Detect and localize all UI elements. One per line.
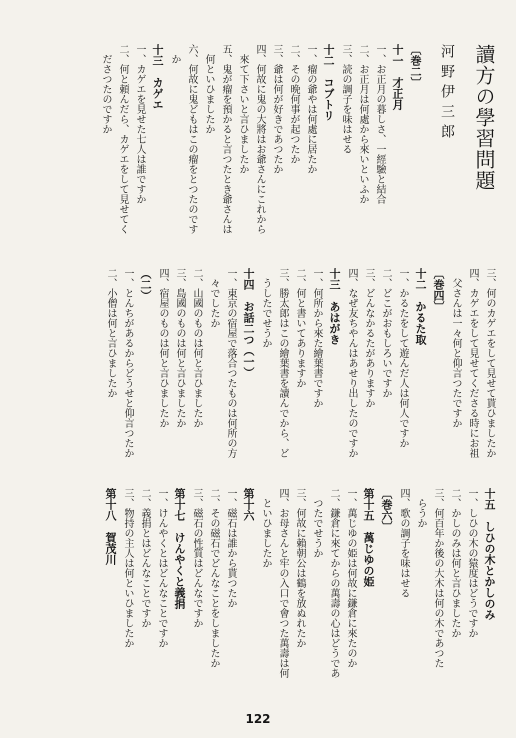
question-line: 三、読の調子を味はせる <box>340 44 351 154</box>
question-line: か <box>169 44 180 64</box>
section-heading: 十二 かるた取 <box>414 268 427 345</box>
page-number: 122 <box>245 712 271 726</box>
question-line: といひましたか <box>260 488 271 568</box>
top-tier-columns <box>20 44 496 294</box>
question-line: 一、かるたをして遊んだ人は何人ですか <box>397 268 408 448</box>
question-line: 三、何故に賴朝公は鶴を放ぬれたか <box>294 488 305 648</box>
section-heading: 第十五 萬じゆの姫 <box>362 488 375 587</box>
question-line: 二、その晩何事が起つたか <box>288 44 299 164</box>
question-line: 二、鎌倉に來てからの萬壽の心はどうであ <box>328 488 339 678</box>
question-line: 四、何故に鬼の大將はお爺さんにこれから <box>254 44 265 234</box>
question-line: 來て下さいと言ひましたか <box>237 44 248 174</box>
question-line: 一、お正月の暮しさ、一經驗と結合 <box>374 44 385 204</box>
author-name: 河野伊三郎 <box>439 44 455 144</box>
section-heading: 十三 あはがき <box>328 268 341 345</box>
section-heading: 十五 しひの木とかしのみ <box>483 488 496 620</box>
section-heading: 第十七 けんやくと義捐 <box>173 488 186 609</box>
question-line: 何といひましたか <box>203 44 214 134</box>
section-heading: （二） <box>139 268 152 301</box>
question-line: 三、何百年か後の大木は何の木であつた <box>432 488 443 668</box>
question-line: 二、何と書いてありますか <box>294 268 305 388</box>
middle-tier-columns <box>20 268 496 483</box>
section-heading: 十二 コブトリ <box>322 44 335 121</box>
question-line: つたでせうか <box>311 488 322 558</box>
column-spacer <box>460 44 468 294</box>
question-line: 六、何故に鬼どもはこの瘤をとつたのです <box>186 44 197 234</box>
question-line: 二、何と頼んだら、カゲエをして見せてく <box>117 44 128 234</box>
question-line: 一、カゲエを見せた七人は誰ですか <box>134 44 145 204</box>
section-heading: 十四 お話二つ（一） <box>242 268 255 378</box>
question-line: 四、宿屋のものは何と言ひましたか <box>157 268 168 428</box>
question-line: 二、どこがおもしろいですか <box>380 268 391 398</box>
question-line: 父さんは一々何と仰言つたですか <box>450 268 461 428</box>
question-line: 一、東京の宿屋で落合つたものは何所の方 <box>225 268 236 458</box>
section-heading: 十一 才正月 <box>391 44 404 110</box>
question-line: 五、鬼が瘤を預かると言つたとき爺さんは <box>220 44 231 234</box>
question-line: 三、島國のものは何と言ひましたか <box>174 268 185 428</box>
section-heading: 〔巻六〕 <box>380 488 393 532</box>
question-line: 一、とんちがあるからどうせと仰言つたか <box>122 268 133 458</box>
question-line: 四、歌の調子を味はせる <box>398 488 409 598</box>
question-line: 一、磁石は誰から貰つたか <box>225 488 236 608</box>
question-line: うしたでせうか <box>260 268 271 348</box>
question-line: 三、磁石の性質はどんなですか <box>191 488 202 628</box>
bottom-tier-columns <box>20 488 496 703</box>
section-heading: 〔巻二〕 <box>409 44 422 88</box>
section-heading: 十三 カゲエ <box>151 44 164 110</box>
question-line: 二、小僧は何と言ひましたか <box>105 268 116 398</box>
question-line: 四、なぜ友ちやんはあせり出したのですか <box>346 268 357 458</box>
question-line: らうか <box>415 488 426 528</box>
question-line: 二、かしのみは何と言ひましたか <box>449 488 460 638</box>
question-line: 四、お母さんと牢の入口で會つた萬壽は何 <box>277 488 288 678</box>
question-line: 二、山國のものは何と言ひましたか <box>191 268 202 428</box>
question-line: 一、けんやくとはどんなことですか <box>156 488 167 648</box>
question-line: ださつたのですか <box>100 44 111 134</box>
question-line: 二、義捐とはどんなことですか <box>139 488 150 628</box>
question-line: 一、しひの木の猿度はどうですか <box>466 488 477 638</box>
question-line: 二、その磁石でどんなことをしましたか <box>208 488 219 668</box>
section-heading: 第十八 賀茂川 <box>104 488 117 565</box>
question-line: 四、カゲエをして見せてくださる時にお祖 <box>467 268 478 458</box>
question-line: 々でしたか <box>208 268 219 328</box>
question-line: 三、何のカゲエをして見せて貰ひましたか <box>484 268 495 458</box>
question-line: 三、爺は何が好きであつたか <box>271 44 282 174</box>
question-line: 一、萬じゆの姫は何故に鎌倉に來たのか <box>345 488 356 668</box>
question-line: 三、物持の主人は何といひましたか <box>122 488 133 648</box>
question-line: 三、どんなかるたがありますか <box>363 268 374 408</box>
section-heading: 第十六 <box>242 488 255 521</box>
question-line: 二、お正月は何處から來いといふか <box>357 44 368 204</box>
question-line: 三、勝太郎はこの繪葉書を讀んでから、ど <box>277 268 288 458</box>
question-line: 一、何所から來た繪葉書ですか <box>311 268 322 408</box>
section-heading: 〔巻四〕 <box>432 268 445 312</box>
article-title: 讀方の學習問題 <box>472 44 496 191</box>
column-spacer <box>426 44 434 294</box>
question-line: 一、瘤の爺やは何處に居たか <box>305 44 316 174</box>
